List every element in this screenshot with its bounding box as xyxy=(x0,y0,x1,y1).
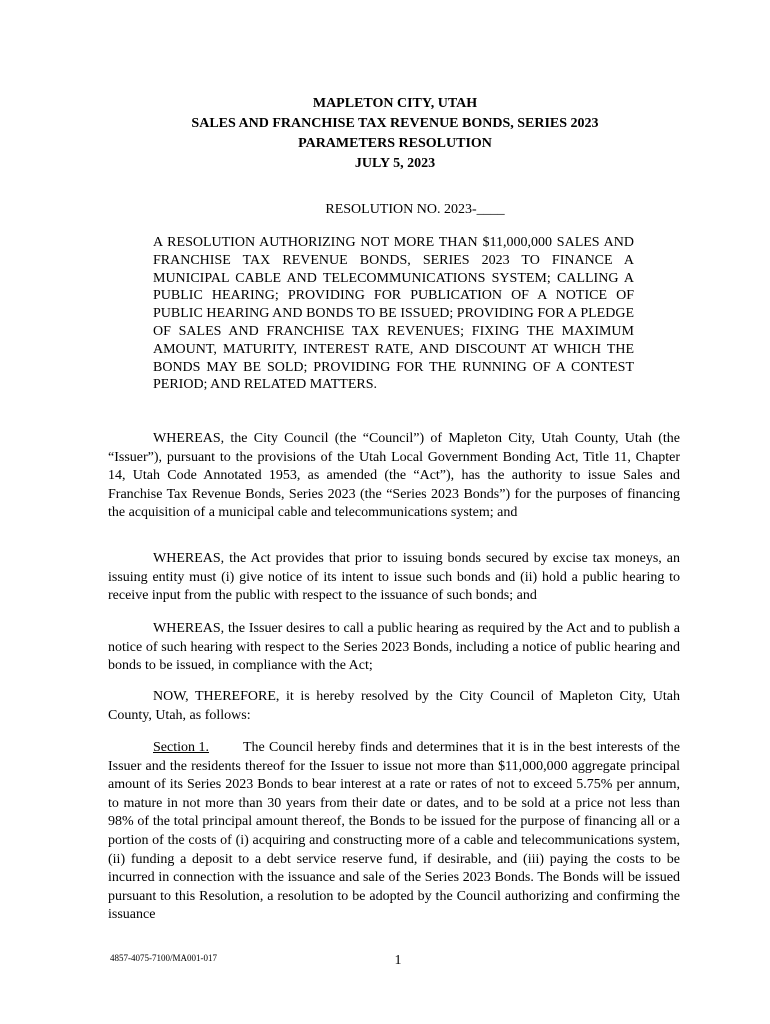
section-1-text: The Council hereby finds and determines that it is in the best interests of the Issuer and the residents thereof for the Issuer to issue not more than $11,000,000 aggregate principal amount of its Series 2023 Bonds to bear interest at a rate or rates of not to exceed 5.75% per annum, to mature in not more than 30 years from their date or dates, and to be sold at a price not less than 98% of the total principal amount thereof, the Bonds to be issued for the purpose of financing all or a portion of the costs of (i) acquiring and constructing more of a cable and telecommunications system, (ii) funding a deposit to a debt service reserve fund, if desirable, and (iii) paying the costs to be incurred in connection with the issuance and sale of the Series 2023 Bonds. The Bonds will be issued pursuant to this Resolution, a resolution to be adopted by the Council authorizing and confirming the issuance xyxy=(108,740,680,923)
now-therefore-paragraph: NOW, THEREFORE, it is hereby resolved by the City Council of Mapleton City, Utah County, Utah, as follows: xyxy=(108,689,680,723)
header-line-bonds: SALES AND FRANCHISE TAX REVENUE BONDS, SERIES 2023 xyxy=(191,116,599,131)
header-line-date: JULY 5, 2023 xyxy=(354,156,436,171)
document-id: 4857-4075-7100/MA001-017 xyxy=(110,953,217,963)
page-number: 1 xyxy=(394,953,402,968)
section-1-paragraph xyxy=(108,739,680,925)
resolution-abstract: A RESOLUTION AUTHORIZING NOT MORE THAN $11,000,000 SALES AND FRANCHISE TAX REVENUE BONDS, SERIES 2023 TO FINANCE A MUNICIPAL CABLE AND TELECOMMUNICATIONS SYSTEM; CALLING A PUBLIC HEARING; PROVIDING FOR PUBLICATION OF A NOTICE OF PUBLIC HEARING AND BONDS TO BE ISSUED; PROVIDING FOR A PLEDGE OF SALES AND FRANCHISE TAX REVENUES; FIXING THE MAXIMUM AMOUNT, MATURITY, INTEREST RATE, AND DISCOUNT AT WHICH THE BONDS MAY BE SOLD; PROVIDING FOR THE RUNNING OF A CONTEST PERIOD; AND RELATED MATTERS. xyxy=(153,235,634,393)
document-header xyxy=(0,94,770,174)
whereas-paragraph-2: WHEREAS, the Act provides that prior to issuing bonds secured by excise tax moneys, an issuing entity must (i) give notice of its intent to issue such bonds and (ii) hold a public hearing to receive input from the public with respect to the issuance of such bonds; and xyxy=(108,551,680,604)
resolution-number: RESOLUTION NO. 2023-____ xyxy=(325,202,505,217)
whereas-paragraph-1: WHEREAS, the City Council (the “Council”) of Mapleton City, Utah County, Utah (the “Issuer”), pursuant to the provisions of the Utah Local Government Bonding Act, Title 11, Chapter 14, Utah Code Annotated 1953, as amended (the “Act”), has the authority to issue Sales and Franchise Tax Revenue Bonds, Series 2023 (the “Series 2023 Bonds”) for the purposes of financing the acquisition of a municipal cable and telecommunications system; and xyxy=(108,431,680,521)
section-1-label: Section 1. xyxy=(153,740,209,755)
header-line-resolution: PARAMETERS RESOLUTION xyxy=(298,136,492,151)
whereas-paragraph-3: WHEREAS, the Issuer desires to call a public hearing as required by the Act and to publish a notice of such hearing with respect to the Series 2023 Bonds, including a notice of public hearing and bonds to be issued, in compliance with the Act; xyxy=(108,621,680,674)
header-line-city: MAPLETON CITY, UTAH xyxy=(312,96,478,111)
